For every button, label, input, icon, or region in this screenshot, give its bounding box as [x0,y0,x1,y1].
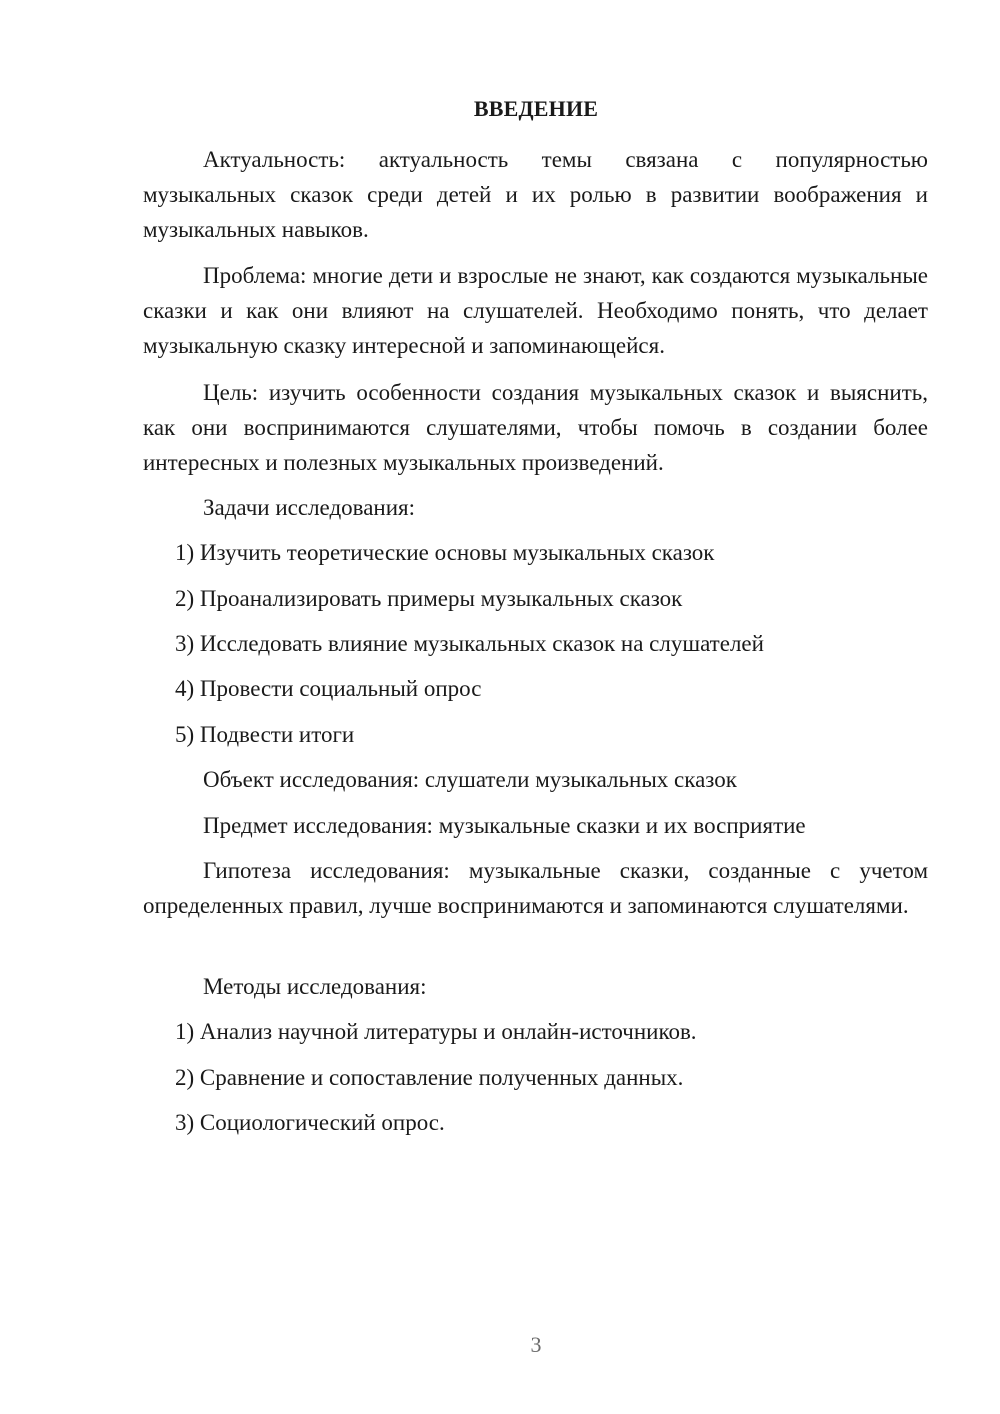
subject-line: Предмет исследования: музыкальные сказки и их восприятие [203,813,806,838]
methods-heading: Методы исследования: [203,974,427,999]
method-item: 2) Сравнение и сопоставление полученных данных. [175,1065,684,1090]
relevance-paragraph: Актуальность: актуальность темы связана с популярностью музыкальных сказок среди детей и их ролью в развитии воображения и музыкальных навыков. [143,147,928,242]
task-item: 2) Проанализировать примеры музыкальных сказок [175,586,683,611]
task-item: 5) Подвести итоги [175,722,355,747]
task-item: 4) Провести социальный опрос [175,676,482,701]
task-item: 3) Исследовать влияние музыкальных сказок на слушателей [175,631,764,656]
object-line: Объект исследования: слушатели музыкальных сказок [203,767,737,792]
hypothesis-paragraph: Гипотеза исследования: музыкальные сказки, созданные с учетом определенных правил, лучше воспринимаются и запоминаются слушателями. [143,858,928,918]
section-title: ВВЕДЕНИЕ [473,96,599,121]
method-item: 3) Социологический опрос. [175,1110,445,1135]
page-number: 3 [530,1332,542,1357]
problem-paragraph: Проблема: многие дети и взрослые не знают, как создаются музыкальные сказки и как они влияют на слушателей. Необходимо понять, что делает музыкальную сказку интересной и запоминающейся. [143,263,928,358]
task-item: 1) Изучить теоретические основы музыкальных сказок [175,540,715,565]
tasks-heading: Задачи исследования: [203,495,416,520]
method-item: 1) Анализ научной литературы и онлайн-источников. [175,1019,697,1044]
goal-paragraph: Цель: изучить особенности создания музыкальных сказок и выяснить, как они воспринимаются слушателями, чтобы помочь в создании более интересных и полезных музыкальных произведений. [143,380,928,475]
